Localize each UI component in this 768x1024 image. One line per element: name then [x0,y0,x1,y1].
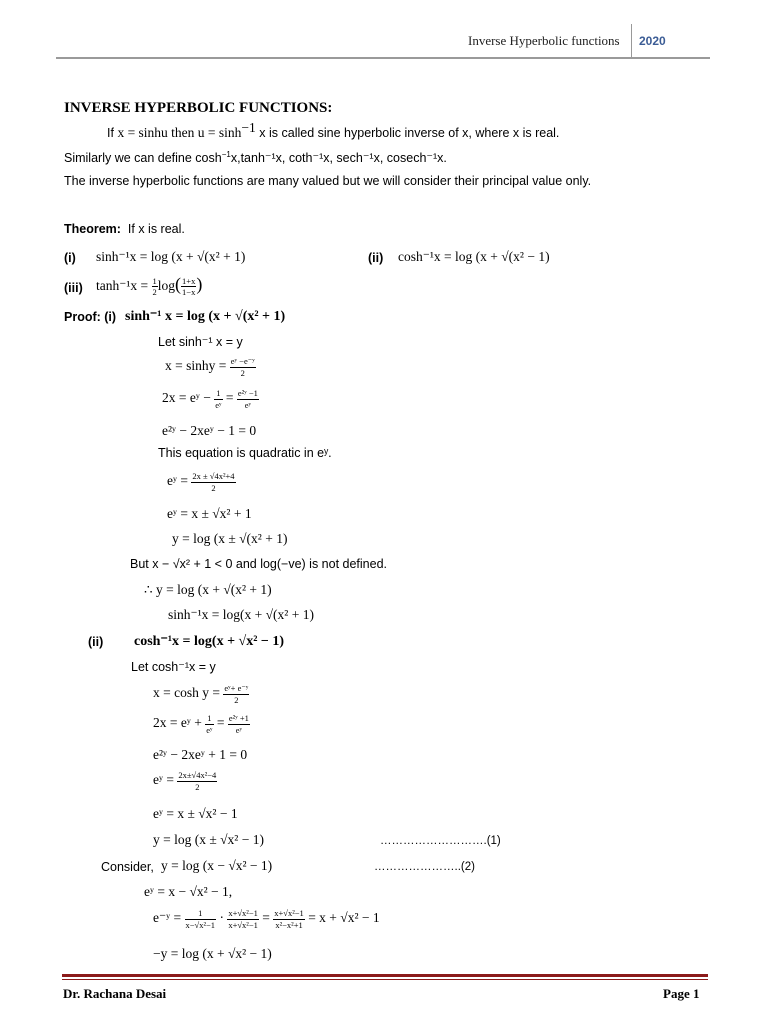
proof-i-step-3: e²ʸ − 2xeʸ − 1 = 0 [162,423,257,438]
theorem-ii-formula: cosh⁻¹x = log (x + √(x² − 1) [398,249,550,264]
proof-ii-step-2: 2x = eʸ + $\frac{1}{\text{eʸ}}$ = $\frac{\text{e²ʸ +1}}{\text{eʸ}}$ [153,713,249,735]
header-divider [631,24,632,58]
proof-ii-step-9: e⁻ʸ = $\frac{1}{\text{x−√x²−1}}$ · $\frac{\text{x+√x²−1}}{\text{x+√x²−1}}$ = $\frac{\text{x+√x²−1}}{\text{x²−x²+1}}$ = x + √x² − 1 [153,908,380,930]
theorem-iii-formula: tanh⁻¹x = $\frac{1}{2}$ log( $\frac{1+x}{1-x}$ ) [96,274,203,298]
proof-i-heading: sinh⁻¹ x = log (x + √(x² + 1) [125,309,286,324]
proof-i-step-2: 2x = eʸ − $\frac{1}{\text{eʸ}}$ = $\frac{\text{e²ʸ −1}}{\text{eʸ}}$ [162,388,258,410]
proof-ii-step-4: eʸ = $\frac{\text{2x±√4x²−4}}{2}$ [153,770,217,792]
proof-ii-step-10: −y = log (x + √x² − 1) [153,946,272,961]
proof-ii-step-8: eʸ = x − √x² − 1, [144,884,233,899]
proof-ii-step-7: y = log (x − √x² − 1) [161,858,273,873]
proof-i-step-10: sinh⁻¹x = log(x + √(x² + 1) [168,607,314,622]
proof-i-step-4: This equation is quadratic in eʸ. [158,446,332,460]
proof-ii-ref-1: ……………………….(1) [380,835,501,847]
proof-ii-step-3: e²ʸ − 2xeʸ + 1 = 0 [153,747,248,762]
proof-ii-step-5: eʸ = x ± √x² − 1 [153,806,238,821]
proof-ii-step-1: x = cosh y = $\frac{\text{eʸ+ e⁻ʸ}}{2}$ [153,683,249,705]
intro-line-1: If x = sinhu then $u = \sinh^{-1} x$ is called sine hyperbolic inverse of x, where x is real. [107,119,560,140]
header-title: Inverse Hyperbolic functions [468,33,620,48]
proof-i-step-9: ∴ y = log (x + √(x² + 1) [144,582,272,597]
proof-ii-step-6: y = log (x ± √x² − 1) [153,832,264,847]
theorem-i-label: (i) [64,251,76,265]
footer-author: Dr. Rachana Desai [63,986,167,1001]
proof-i-step-1: x = sinhy = $\frac{\text{eʸ −e⁻ʸ}}{2}$ [165,356,255,378]
footer-rule-bottom [62,979,708,980]
proof-ii-label: (ii) [88,635,104,649]
proof-i-step-5: eʸ = $\frac{\text{2x ± √4x²+4}}{2}$ [167,471,235,493]
intro-line-2: Similarly we can define $\cosh^{-1}x,\tanh^{-1}x$, coth⁻¹x, sech⁻¹x, cosech⁻¹x. [64,149,447,165]
header-rule [56,57,710,59]
header-year: 2020 [639,34,666,48]
proof-ii-let: Let cosh⁻¹x = y [131,660,216,674]
theorem-i-formula: sinh⁻¹x = log (x + √(x² + 1) [96,249,246,264]
proof-i-step-7: y = log (x ± √(x² + 1) [172,531,288,546]
proof-i-label: Proof: (i) [64,310,117,324]
theorem-iii-label: (iii) [64,281,83,295]
proof-i-step-8: But x − √x² + 1 < 0 and log(−ve) is not defined. [130,557,388,571]
theorem-line: Theorem: If x is real. [64,222,185,236]
proof-i-let: Let sinh⁻¹ x = y [158,335,243,349]
theorem-ii-label: (ii) [368,251,384,265]
footer-page: Page 1 [663,986,700,1001]
proof-ii-heading: cosh⁻¹x = log(x + √x² − 1) [134,634,285,649]
footer-rule-top [62,974,708,977]
proof-ii-ref-2: …………………..(2) [374,861,475,873]
intro-line-3: The inverse hyperbolic functions are many valued but we will consider their principal value only. [64,174,592,188]
proof-ii-consider-label: Consider, [101,860,154,874]
section-title: INVERSE HYPERBOLIC FUNCTIONS: [64,100,333,116]
proof-i-step-6: eʸ = x ± √x² + 1 [167,506,252,521]
